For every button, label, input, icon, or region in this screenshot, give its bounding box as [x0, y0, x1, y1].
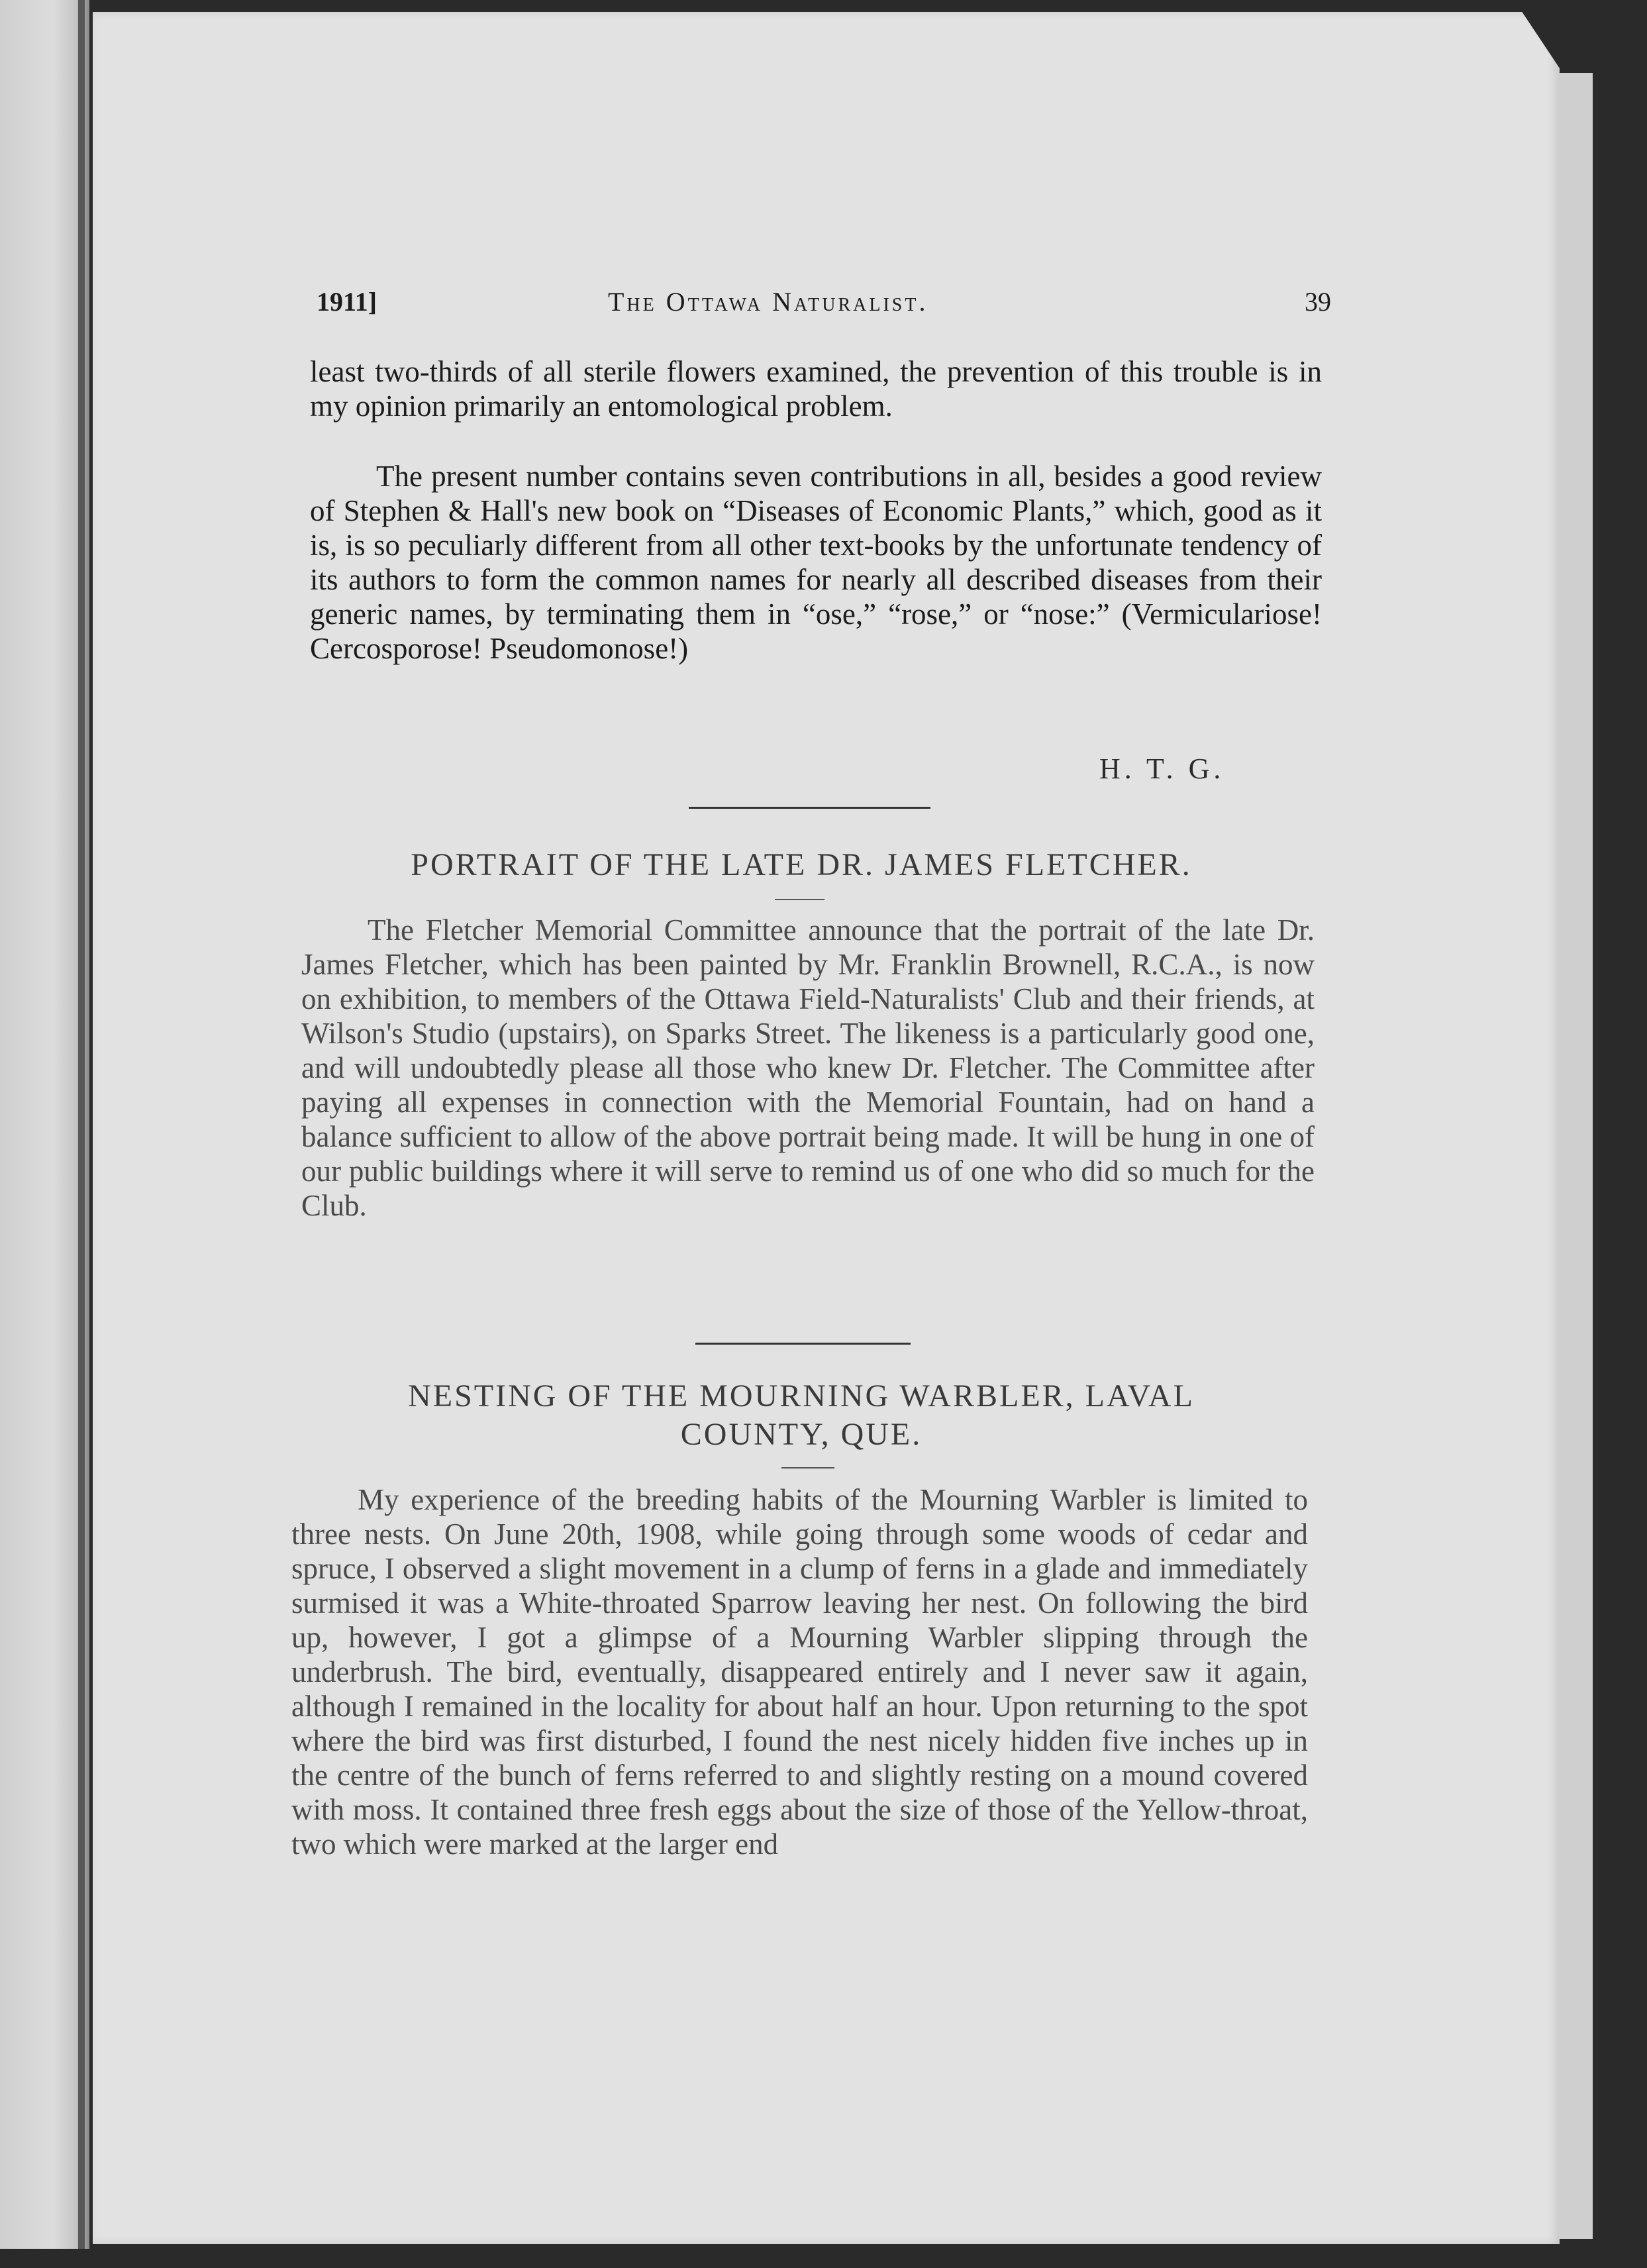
section-divider — [689, 807, 930, 809]
warbler-heading-line-2: COUNTY, QUE. — [680, 1417, 923, 1452]
previous-page-edge — [0, 0, 89, 2249]
warbler-body: My experience of the breeding habits of the Mourning Warbler is limited to three nests. On June 20th, 1908, while going through some woods of cedar and spruce, I observed a slight movement in a clump of ferns in a glade and immediately surmised it was a White-throated Sparrow leaving her nest. On following the bird up, however, I got a glimpse of a Mourning Warbler slipping through the underbrush. The bird, eventually, disappeared entirely and I never saw it again, although I remained in the locality for about half an hour. Upon returning to the spot where the bird was first disturbed, I found the nest nicely hidden five inches up in the centre of the bunch of ferns referred to and slightly resting on a mound covered with moss. It contained three fresh eggs about the size of those of the Yellow-throat, two which were marked at the larger end — [291, 1483, 1308, 1861]
section-divider — [695, 1343, 911, 1345]
running-head — [317, 286, 1331, 326]
portrait-heading: PORTRAIT OF THE LATE DR. JAMES FLETCHER. — [411, 847, 1192, 882]
warbler-heading-line-1: NESTING OF THE MOURNING WARBLER, LAVAL — [408, 1378, 1195, 1414]
running-head-title: The Ottawa Naturalist. — [608, 287, 928, 317]
page-corner — [1521, 11, 1561, 70]
heading-underline — [775, 899, 824, 900]
page-number: 39 — [1305, 287, 1331, 317]
page-stack-edge — [1560, 73, 1593, 2239]
heading-underline — [781, 1467, 834, 1469]
review-paragraph: The present number contains seven contributions in all, besides a good review of Stephen & Hall's new book on “Diseases of Economic Plants,” which, good as it is, is so peculiarly different from all other text-books by the unfortunate tendency of its authors to form the common names for nearly all described diseases from their generic names, by terminating them in “ose,” “rose,” or “nose:” (Vermiculariose! Cercosporose! Pseudomonose!) — [310, 460, 1322, 665]
binding-gutter — [78, 0, 85, 2249]
intro-paragraph: least two-thirds of all sterile flowers examined, the prevention of this trouble is in my opinion primarily an entomological problem. — [310, 355, 1322, 423]
portrait-body: The Fletcher Memorial Committee announce that the portrait of the late Dr. James Fletcher, which has been painted by Mr. Franklin Brownell, R.C.A., is now on exhibition, to members of the Ottawa Field-Naturalists' Club and their friends, at Wilson's Studio (upstairs), on Sparks Street. The likeness is a particularly good one, and will undoubtedly please all those who knew Dr. Fletcher. The Committee after paying all expenses in connection with the Memorial Fountain, had on hand a balance sufficient to allow of the above portrait being made. It will be hung in one of our public buildings where it will serve to remind us of one who did so much for the Club. — [301, 913, 1315, 1222]
author-initials: H. T. G. — [1099, 752, 1225, 785]
running-head-year: 1911] — [317, 287, 377, 317]
